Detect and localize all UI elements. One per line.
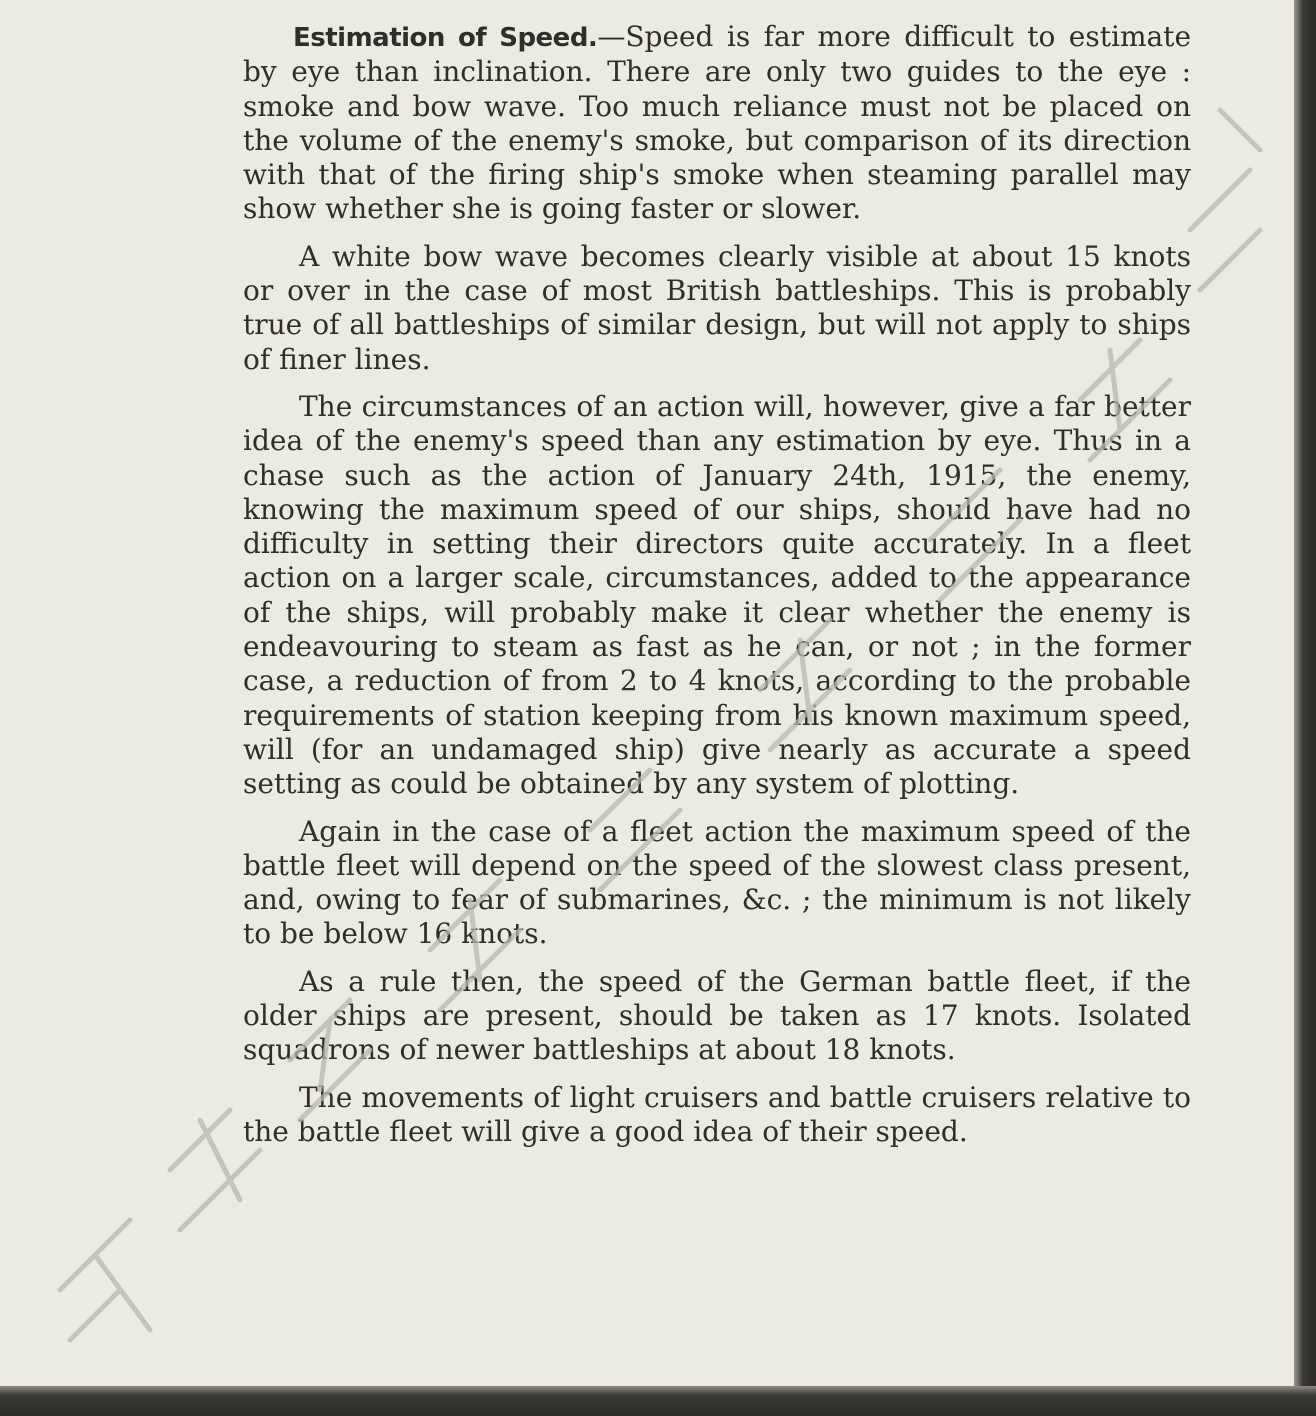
paragraph-light-cruisers: The movements of light cruisers and battle cruisers relative to the battle fleet will give a good idea of their speed. [243, 1080, 1191, 1148]
paragraph-circumstances: The circumstances of an action will, however, give a far better idea of the enemy's speed than any estimation by eye. Thus in a chase such as the action of January 24th, 1915, the enemy, knowing the maximum speed of our ships, should have had no difficulty in setting their directors quite accurately. In a fleet action on a larger scale, circumstances, added to the appearance of the ships, will probably make it clear whether the enemy is endeavouring to steam as fast as he can, or not ; in the former case, a reduction of from 2 to 4 knots, according to the probable requirements of station keeping from his known maximum speed, will (for an undamaged ship) give nearly as accurate a speed setting as could be obtained by any system of plotting. [243, 389, 1191, 801]
page-bottom-edge [0, 1386, 1316, 1416]
paragraph-fleet-action: Again in the case of a fleet action the maximum speed of the battle fleet will depend on the speed of the slowest class present, and, owing to fear of submarines, &c. ; the minimum is not likely to be below 16 knots. [243, 814, 1191, 951]
paragraph-text: —Speed is far more difficult to estimate by eye than inclination. There are only two guides to the eye : smoke and bow wave. Too much reliance must not be placed on the volume of the enemy's smoke, but comparison of its direction with that of the firing ship's smoke when steaming parallel may show whether she is going faster or slower. [243, 20, 1192, 226]
section-heading: Estimation of Speed. [293, 23, 598, 53]
paragraph-german-fleet: As a rule then, the speed of the German battle fleet, if the older ships are present, should be taken as 17 knots. Isolated squadrons of newer battleships at about 18 knots. [243, 964, 1191, 1067]
document-body [243, 20, 1191, 1162]
paragraph-bow-wave: A white bow wave becomes clearly visible at about 15 knots or over in the case of most British battleships. This is probably true of all battleships of similar design, but will not apply to ships of finer lines. [243, 239, 1191, 376]
page-right-edge [1294, 0, 1316, 1416]
paragraph-estimation-of-speed [243, 20, 1191, 227]
